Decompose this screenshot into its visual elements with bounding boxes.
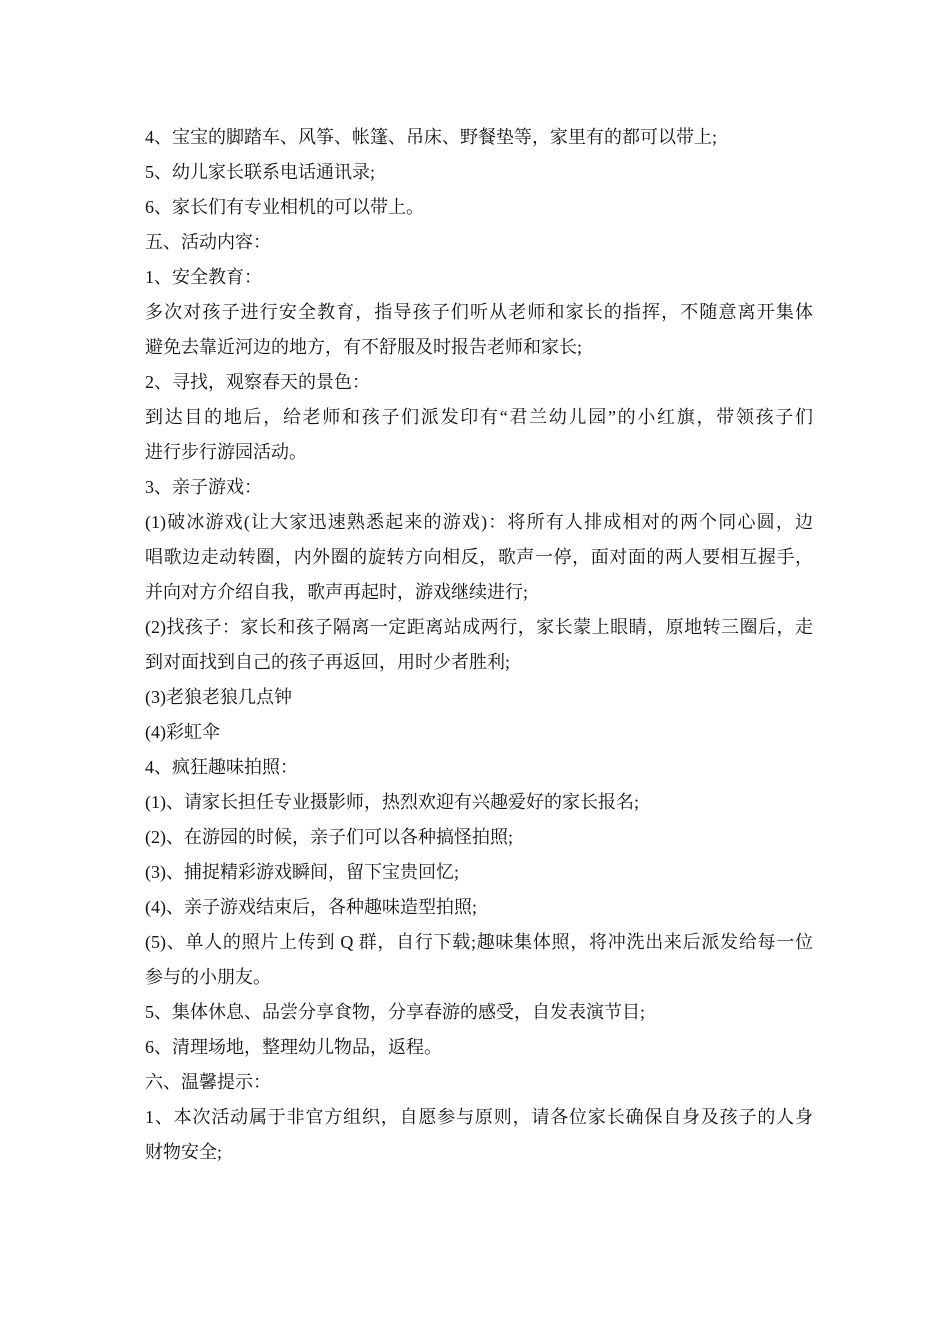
text-line: (5)、单人的照片上传到 Q 群，自行下载;趣味集体照，将冲洗出来后派发给每一位 bbox=[145, 932, 813, 952]
subsection-heading: 1、安全教育： bbox=[145, 267, 262, 287]
section-heading: 六、温馨提示： bbox=[145, 1072, 271, 1092]
text-line: (2)、在游园的时候，亲子们可以各种搞怪拍照; bbox=[145, 827, 513, 847]
subsection-heading: 3、亲子游戏： bbox=[145, 477, 262, 497]
text-line: 参与的小朋友。 bbox=[145, 967, 271, 987]
text-line: (4)、亲子游戏结束后，各种趣味造型拍照; bbox=[145, 897, 477, 917]
text-line: 到达目的地后，给老师和孩子们派发印有“君兰幼儿园”的小红旗，带领孩子们 bbox=[145, 407, 813, 427]
text-line: 到对面找到自己的孩子再返回，用时少者胜利; bbox=[145, 652, 510, 672]
text-line: 6、家长们有专业相机的可以带上。 bbox=[145, 197, 424, 217]
text-line: 并向对方介绍自我，歌声再起时，游戏继续进行; bbox=[145, 582, 528, 602]
text-line: 5、集体休息、品尝分享食物，分享春游的感受，自发表演节目; bbox=[145, 1002, 645, 1022]
text-line: 唱歌边走动转圈，内外圈的旋转方向相反，歌声一停，面对面的两人要相互握手， bbox=[145, 547, 813, 567]
document-body bbox=[145, 120, 813, 1170]
text-line: 5、幼儿家长联系电话通讯录; bbox=[145, 162, 375, 182]
subsection-heading: 4、疯狂趣味拍照： bbox=[145, 757, 298, 777]
section-heading: 五、活动内容： bbox=[145, 232, 271, 252]
text-line: (1)破冰游戏(让大家迅速熟悉起来的游戏)：将所有人排成相对的两个同心圆，边 bbox=[145, 512, 813, 532]
text-line: 避免去靠近河边的地方，有不舒服及时报告老师和家长; bbox=[145, 337, 582, 357]
text-line: (3)、捕捉精彩游戏瞬间，留下宝贵回忆; bbox=[145, 862, 459, 882]
text-line: 多次对孩子进行安全教育，指导孩子们听从老师和家长的指挥，不随意离开集体 bbox=[145, 302, 813, 322]
subsection-heading: 2、寻找，观察春天的景色： bbox=[145, 372, 370, 392]
text-line: (3)老狼老狼几点钟 bbox=[145, 687, 292, 707]
text-line: (2)找孩子：家长和孩子隔离一定距离站成两行，家长蒙上眼睛，原地转三圈后，走 bbox=[145, 617, 813, 637]
text-line: 6、清理场地，整理幼儿物品，返程。 bbox=[145, 1037, 442, 1057]
text-line: (4)彩虹伞 bbox=[145, 722, 220, 742]
text-line: 进行步行游园活动。 bbox=[145, 442, 307, 462]
text-line: 财物安全; bbox=[145, 1142, 223, 1162]
text-line: 4、宝宝的脚踏车、风筝、帐篷、吊床、野餐垫等，家里有的都可以带上; bbox=[145, 127, 717, 147]
text-line: (1)、请家长担任专业摄影师，热烈欢迎有兴趣爱好的家长报名; bbox=[145, 792, 639, 812]
text-line: 1、本次活动属于非官方组织，自愿参与原则，请各位家长确保自身及孩子的人身 bbox=[145, 1107, 813, 1127]
